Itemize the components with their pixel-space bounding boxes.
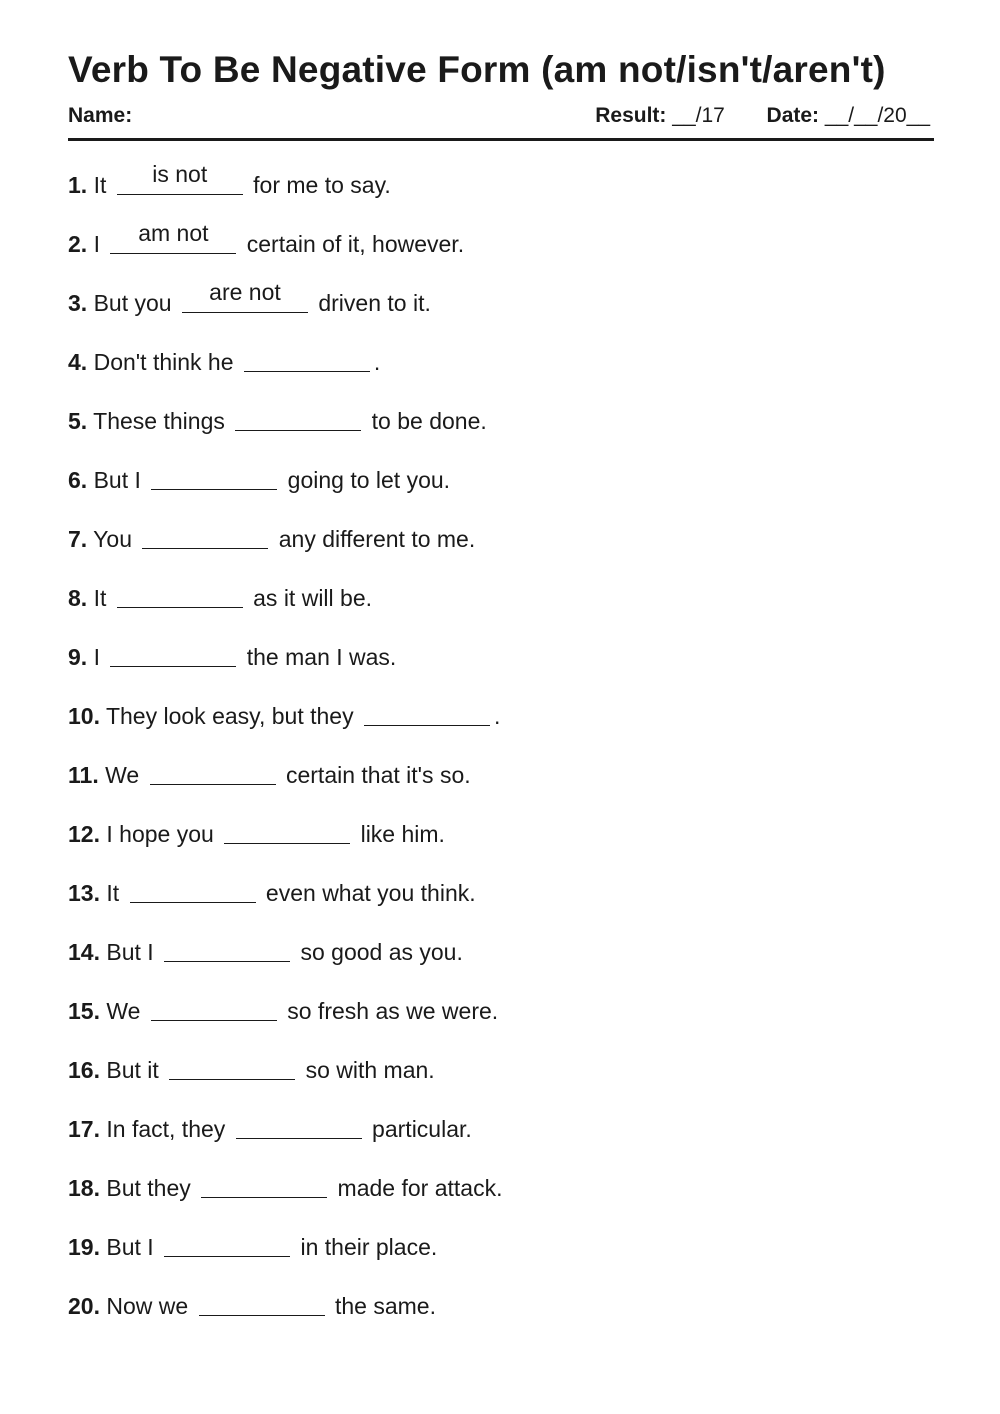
question-text-after: so fresh as we were.: [280, 998, 499, 1024]
question-text-after: going to let you.: [281, 467, 451, 493]
question-item: [68, 404, 502, 463]
worksheet-header-row: [68, 103, 934, 129]
question-text-before: We: [105, 762, 146, 788]
question-item: [68, 345, 502, 404]
answer-blank[interactable]: [199, 1289, 325, 1316]
question-text-before: It: [93, 172, 113, 198]
result-value: __/17: [672, 104, 725, 127]
answer-blank[interactable]: [182, 279, 308, 313]
answer-text: am not: [138, 220, 209, 246]
question-item: [68, 279, 502, 345]
question-item: [68, 1112, 502, 1171]
answer-blank[interactable]: [364, 699, 490, 726]
question-number: 5.: [68, 408, 88, 434]
answer-blank[interactable]: [130, 876, 256, 903]
question-text-after: even what you think.: [259, 880, 476, 906]
answer-blank[interactable]: [224, 817, 350, 844]
question-number: 2.: [68, 231, 88, 257]
answer-text: are not: [209, 279, 281, 305]
question-number: 11.: [68, 762, 99, 788]
question-number: 18.: [68, 1175, 100, 1201]
question-number: 13.: [68, 880, 100, 906]
question-text-before: But I: [106, 1234, 161, 1260]
question-text-before: I: [93, 231, 107, 257]
answer-text: is not: [152, 161, 208, 187]
question-text-after: certain of it, however.: [240, 231, 465, 257]
question-number: 7.: [68, 526, 88, 552]
question-text-before: They look easy, but they: [105, 703, 360, 729]
question-number: 1.: [68, 172, 88, 198]
question-number: 4.: [68, 349, 88, 375]
question-text-before: But I: [93, 467, 148, 493]
question-text-before: In fact, they: [106, 1116, 232, 1142]
question-text-before: But you: [93, 290, 178, 316]
date-value: __/__/20__: [824, 104, 930, 127]
question-item: [68, 876, 502, 935]
question-text-before: You: [93, 526, 139, 552]
question-item: [68, 1289, 502, 1348]
question-text-after: for me to say.: [246, 172, 391, 198]
answer-blank[interactable]: [150, 758, 276, 785]
question-text-after: like him.: [354, 821, 445, 847]
question-number: 19.: [68, 1234, 100, 1260]
answer-blank[interactable]: [164, 935, 290, 962]
question-text-before: It: [106, 880, 126, 906]
answer-blank[interactable]: [244, 345, 370, 372]
result-label: Result:: [595, 104, 667, 127]
date-label: Date:: [766, 104, 820, 127]
question-text-before: But it: [106, 1057, 166, 1083]
question-number: 16.: [68, 1057, 100, 1083]
question-text-after: any different to me.: [272, 526, 476, 552]
question-item: [68, 817, 502, 876]
question-number: 14.: [68, 939, 100, 965]
answer-blank[interactable]: [236, 1112, 362, 1139]
question-text-after: .: [493, 703, 501, 729]
question-text-before: It: [93, 585, 113, 611]
question-number: 9.: [68, 644, 88, 670]
question-item: [68, 1230, 502, 1289]
answer-blank[interactable]: [142, 522, 268, 549]
question-text-after: driven to it.: [311, 290, 431, 316]
question-list: [68, 161, 503, 1348]
question-text-before: We: [106, 998, 147, 1024]
question-item: [68, 463, 502, 522]
question-text-after: so with man.: [299, 1057, 435, 1083]
answer-blank[interactable]: [117, 581, 243, 608]
question-text-after: particular.: [365, 1116, 472, 1142]
question-text-after: the same.: [328, 1293, 436, 1319]
question-text-before: These things: [93, 408, 232, 434]
question-text-before: But they: [106, 1175, 198, 1201]
question-text-after: .: [373, 349, 381, 375]
answer-blank[interactable]: [164, 1230, 290, 1257]
question-item: [68, 994, 502, 1053]
question-text-after: certain that it's so.: [279, 762, 471, 788]
question-item: [68, 1053, 502, 1112]
question-number: 8.: [68, 585, 88, 611]
question-text-before: But I: [106, 939, 161, 965]
question-number: 12.: [68, 821, 100, 847]
question-item: [68, 935, 502, 994]
question-item: [68, 522, 502, 581]
question-item: [68, 758, 502, 817]
question-number: 15.: [68, 998, 100, 1024]
answer-blank[interactable]: [110, 220, 236, 254]
question-text-after: the man I was.: [240, 644, 397, 670]
answer-blank[interactable]: [110, 640, 236, 667]
question-text-after: as it will be.: [246, 585, 373, 611]
question-number: 6.: [68, 467, 88, 493]
question-item: [68, 640, 502, 699]
answer-blank[interactable]: [169, 1053, 295, 1080]
question-item: [68, 699, 502, 758]
question-text-after: so good as you.: [294, 939, 463, 965]
header-divider: [68, 138, 934, 141]
question-text-after: to be done.: [365, 408, 487, 434]
worksheet-title: Verb To Be Negative Form (am not/isn't/aren't): [68, 49, 886, 90]
question-number: 20.: [68, 1293, 100, 1319]
question-text-after: made for attack.: [331, 1175, 503, 1201]
answer-blank[interactable]: [235, 404, 361, 431]
answer-blank[interactable]: [151, 463, 277, 490]
question-number: 17.: [68, 1116, 100, 1142]
question-text-before: Don't think he: [93, 349, 240, 375]
question-text-before: I: [93, 644, 107, 670]
question-text-after: in their place.: [294, 1234, 438, 1260]
name-label: Name:: [68, 104, 133, 127]
answer-blank[interactable]: [151, 994, 277, 1021]
question-text-before: I hope you: [106, 821, 221, 847]
result-date-group: [595, 103, 930, 129]
question-number: 10.: [68, 703, 100, 729]
question-item: [68, 581, 502, 640]
question-item: [68, 1171, 502, 1230]
answer-blank[interactable]: [201, 1171, 327, 1198]
answer-blank[interactable]: [117, 161, 243, 195]
question-number: 3.: [68, 290, 88, 316]
question-text-before: Now we: [106, 1293, 195, 1319]
